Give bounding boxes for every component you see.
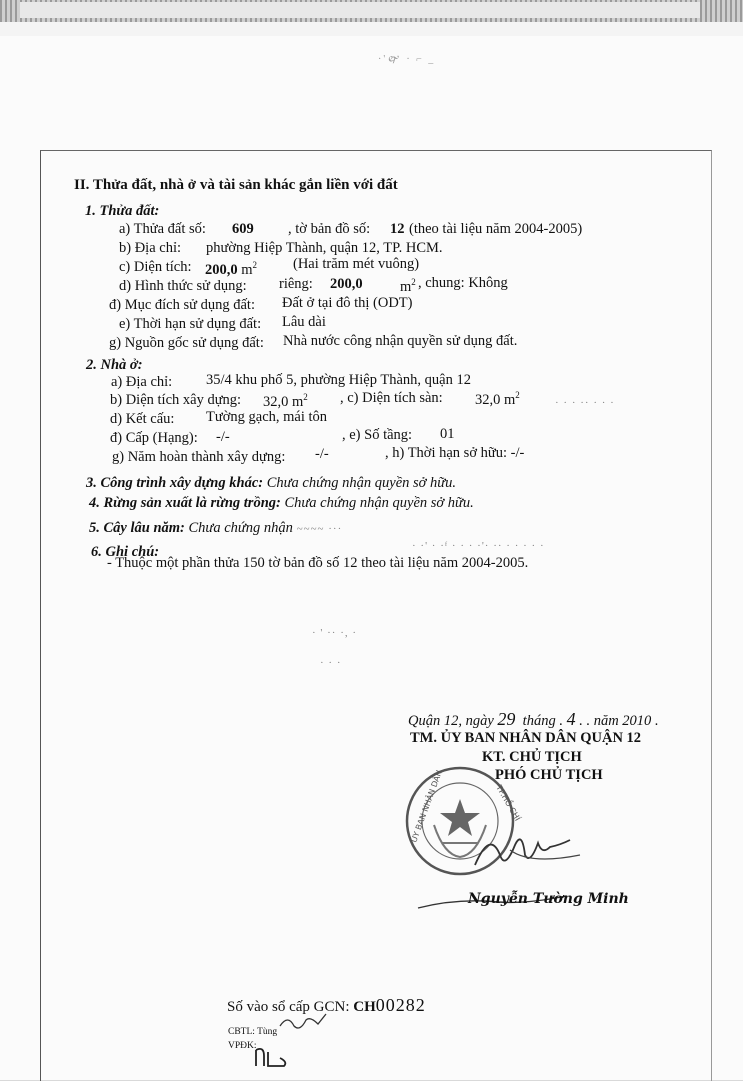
land-private-unit-wrap: $m^2$	[400, 277, 416, 295]
house-address-value: 35/4 khu phố 5, phường Hiệp Thành, quận 12	[206, 372, 471, 388]
item-6-note: - Thuộc một phần thửa 150 tờ bản đồ số 12 theo tài liệu năm 2004-2005.	[107, 555, 529, 571]
item-5	[89, 520, 342, 538]
land-area-unit: m	[241, 261, 253, 278]
item-3	[86, 475, 456, 492]
section-title: II. Thửa đất, nhà ở và tài sản khác gắn liền với đất	[74, 177, 398, 193]
faint-marks-5: · · ·	[320, 657, 342, 669]
land-parcel-label: a) Thửa đất số:	[119, 221, 206, 237]
house-heading: 2. Nhà ở:	[86, 357, 143, 373]
item-6-label: 6. Ghi chú:	[91, 544, 160, 560]
vpdk-line: VPĐK:	[228, 1041, 257, 1051]
item-5-faded: ~~~~ ···	[292, 523, 343, 535]
land-origin-value: Nhà nước công nhận quyền sử dụng đất.	[283, 333, 518, 349]
land-area-words: (Hai trăm mét vuông)	[293, 256, 420, 272]
house-structure-value: Tường gạch, mái tôn	[206, 409, 328, 425]
house-floor-area-label: , c) Diện tích sàn:	[340, 390, 443, 406]
item-4-value: Chưa chứng nhận quyền sở hữu.	[284, 495, 474, 511]
handwritten-signature	[470, 825, 590, 875]
faint-marks: ·'🙰 · ⌐ _	[378, 54, 436, 65]
land-heading: 1. Thửa đất:	[85, 203, 160, 219]
land-private-label: riêng:	[279, 276, 313, 292]
land-map-value: 12	[390, 221, 405, 237]
svg-text:TP.HỒ CHÍ: TP.HỒ CHÍ	[494, 783, 522, 823]
house-structure-label: d) Kết cấu:	[110, 411, 175, 427]
land-shared: , chung: Không	[418, 275, 508, 291]
land-address-value: phường Hiệp Thành, quận 12, TP. HCM.	[206, 240, 443, 256]
land-purpose-label: đ) Mục đích sử dụng đất:	[109, 297, 255, 313]
date-day: 29	[497, 709, 516, 729]
registry-number: 00282	[375, 995, 426, 1015]
house-footprint-value: 32,0 m	[263, 393, 304, 410]
house-address-label: a) Địa chỉ:	[111, 374, 173, 390]
land-purpose-value: Đất ở tại đô thị (ODT)	[282, 295, 413, 311]
org-line: TM. ỦY BAN NHÂN DÂN QUẬN 12	[410, 730, 642, 746]
land-term-value: Lâu dài	[282, 314, 326, 330]
svg-text:ỦY BAN NHÂN DÂN: ỦY BAN NHÂN DÂN	[409, 768, 444, 844]
registry-label: Số vào sổ cấp GCN:	[227, 999, 350, 1015]
date-prefix: Quận 12, ngày	[408, 713, 494, 729]
scan-top-edge	[0, 0, 743, 22]
date-month-label: tháng	[522, 713, 556, 729]
house-floors-value: 01	[440, 426, 455, 442]
house-grade-value: -/-	[216, 429, 230, 445]
land-area-value-wrap: 200,0 $m^2$	[205, 260, 258, 278]
item-5-value: Chưa chứng nhận	[188, 520, 293, 536]
house-ownership-term: , h) Thời hạn sở hữu: -/-	[385, 445, 525, 461]
land-use-form-label: d) Hình thức sử dụng:	[119, 278, 247, 294]
house-footprint-label: b) Diện tích xây dựng:	[110, 392, 242, 408]
land-address-label: b) Địa chỉ:	[119, 240, 182, 256]
scan-gap	[0, 22, 743, 36]
faint-marks-2: · · · ·· · · ·	[555, 397, 615, 409]
title-line: PHÓ CHỦ TỊCH	[495, 767, 603, 783]
land-private-value: 200,0	[330, 276, 363, 292]
land-map-note: (theo tài liệu năm 2004-2005)	[409, 221, 583, 237]
land-area-value: 200,0	[205, 261, 238, 278]
date-month: 4	[566, 709, 576, 729]
item-3-value: Chưa chứng nhận quyền sở hữu.	[266, 475, 457, 491]
item-4	[89, 495, 474, 512]
cbtl-line: CBTL: Tùng	[228, 1027, 278, 1037]
house-floor-area-value-wrap: 32,0 $m^2$	[475, 390, 520, 408]
house-footprint-value-wrap: 32,0 $m^2$	[263, 392, 308, 410]
date-line: Quận 12, ngày 29 tháng . 4 . . năm 2010 .	[408, 709, 659, 729]
house-grade-label: đ) Cấp (Hạng):	[110, 430, 198, 446]
house-floors-label: , e) Số tầng:	[342, 427, 413, 443]
land-parcel-value: 609	[232, 221, 254, 237]
house-floor-area-value: 32,0 m	[475, 391, 516, 408]
faint-marks-3: · ·' · ·ᶠ · · · ·'· ·· · · · · ·	[412, 540, 545, 552]
house-completed-value: -/-	[315, 446, 329, 462]
house-completed-label: g) Năm hoàn thành xây dựng:	[112, 449, 286, 465]
registry-prefix: CH	[353, 999, 376, 1015]
cbtl-initials	[278, 1012, 328, 1034]
item-4-label: 4. Rừng sản xuất là rừng trồng:	[89, 495, 281, 511]
signer-name: Nguyễn Tường Minh	[468, 891, 629, 907]
land-map-label: , tờ bản đồ số:	[288, 221, 371, 237]
faint-marks-4: · ' ·· ·, ·	[312, 627, 358, 639]
date-year: năm 2010	[593, 713, 652, 729]
land-term-label: e) Thời hạn sử dụng đất:	[119, 316, 262, 332]
item-3-label: 3. Công trình xây dựng khác:	[86, 475, 264, 491]
land-area-label: c) Diện tích:	[119, 259, 192, 275]
kt-line: KT. CHỦ TỊCH	[482, 749, 582, 765]
item-5-label: 5. Cây lâu năm:	[89, 520, 185, 536]
land-private-unit: m	[400, 278, 412, 295]
land-origin-label: g) Nguồn gốc sử dụng đất:	[109, 335, 264, 351]
vpdk-initials	[250, 1044, 290, 1070]
